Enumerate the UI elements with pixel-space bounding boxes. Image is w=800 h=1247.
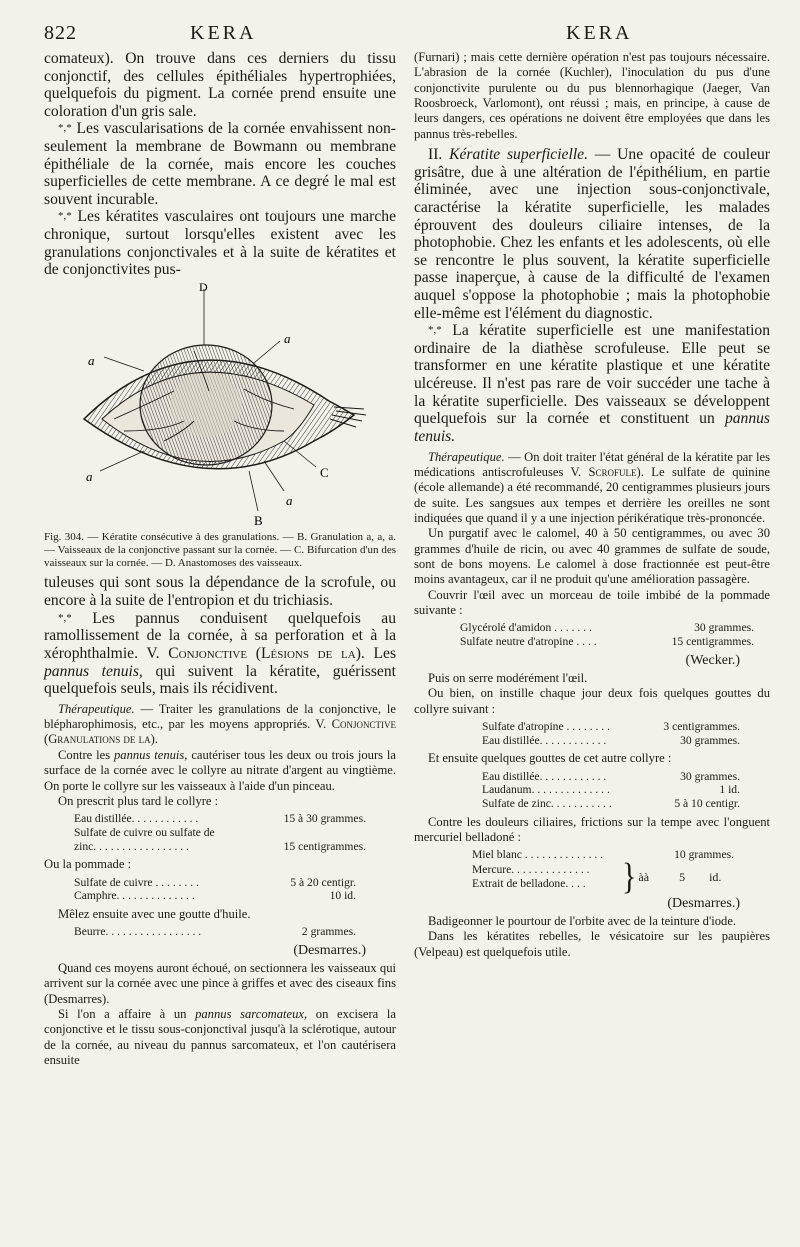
paragraph: On prescrit plus tard le collyre :: [58, 793, 219, 808]
paragraph-text: — On doit traiter l'état général de la kératite par les médications antiscrofuleuses V.: [414, 449, 770, 479]
right-column: [414, 50, 770, 960]
paragraph-text: Si l'on a affaire à un: [58, 1007, 187, 1022]
quantity: 2 grammes.: [301, 925, 356, 939]
prescription-list: [482, 770, 740, 811]
prescription-list: [460, 621, 754, 648]
equal-parts-mark: àà: [638, 869, 650, 884]
figure-label-b: B: [254, 512, 263, 528]
quantity: 30 grammes.: [680, 733, 740, 747]
paragraph: Couvrir l'œil avec un morceau de toile imbibé de la pommade suivante :: [414, 587, 770, 618]
paragraph-text: Les pannus conduisent quelquefois au ramollissement de la cornée, à sa perforation et à la xérophthalmie. V.: [44, 609, 396, 662]
prescription-list: [472, 848, 734, 862]
section-title: Kératite superficielle.: [449, 146, 588, 164]
figure-label-a: a: [286, 492, 293, 508]
quantity: 15 centigrammes.: [671, 635, 754, 649]
asterism: *,*: [428, 324, 442, 337]
figure-label-a: a: [88, 352, 95, 368]
paragraph-text: Le sulfate de quinine (école allemande) a été recommandé, 20 centigrammes plusieurs jours de suite. Les sangsues aux tempes et derrière les oreilles ne sont indiquées que quand il y a une injection périkératique très-prononcée.: [414, 464, 770, 525]
section-number: II.: [428, 146, 443, 164]
emphasis: pannus tenuis,: [113, 747, 188, 762]
paragraph: [44, 610, 396, 698]
ingredient: Extrait de belladone. . . .: [472, 877, 586, 890]
paragraph: (Furnari) ; mais cette dernière opération n'est pas toujours nécessaire. L'abrasion de la cornée (Kuchler), l'inoculation du pus d'une conjonctivite purulente ou du pus blennorhagique (Jaeger, Van Roosbroeck, Varlomont), ont réussi ; mais, en principe, à cause de leurs dangers, ces opérations ne doivent être employées que dans les pannus très-rebelles.: [414, 50, 770, 141]
paragraph: Ou bien, on instille chaque jour deux fois quelques gouttes du collyre suivant :: [414, 686, 770, 716]
ingredient: Sulfate de cuivre ou sulfate de: [74, 825, 215, 839]
ingredient: Sulfate neutre d'atropine . . . .: [460, 635, 597, 649]
paragraph: [414, 450, 770, 527]
eye-illustration: [44, 281, 396, 529]
asterism: *,*: [58, 611, 72, 624]
paragraph-text: qui suivent la kératite, guérissent quelquefois seuls, mais ils récidivent.: [44, 662, 396, 698]
paragraph-text: Contre les: [58, 747, 111, 762]
prescription-row: [472, 848, 734, 862]
paragraph-text: Les kératites vasculaires ont toujours une marche chronique, surtout lorsqu'elles existent avec les granulations conjonctivales et à la suite de kératites et de conjonctivites pus-: [44, 208, 396, 279]
paragraph: Un purgatif avec le calomel, 40 à 50 centigrammes, ou avec 30 grammes d'huile de ricin, ou avec 40 grammes de sulfate de soude, sont de bons moyens. Le calomel à dose fractionnée est peut-être moins avantageux, car il ne produit qu'une amélioration passagère.: [414, 526, 770, 587]
paragraph: [44, 702, 396, 748]
paragraph-text: La kératite superficielle est une manifestation ordinaire de la diathèse scrofuleuse. Elle peut se transformer en une kératite plastique et une kératite ulcéreuse. Il n'est pas rare de voir succéder une tache à la kératite superficielle. Des vaisseaux se développent quelquefois sur la cornée et constituent un: [414, 322, 770, 428]
ingredient: Eau distillée. . . . . . . . . . . .: [482, 733, 607, 747]
cross-reference: Scrofule).: [588, 464, 644, 479]
paragraph-text: Les: [373, 644, 397, 662]
author-attribution: (Wecker.): [685, 652, 740, 668]
author-attribution: (Desmarres.): [667, 896, 740, 911]
paragraph: Puis on serre modérément l'œil.: [428, 670, 588, 685]
paragraph: Contre les douleurs ciliaires, frictions sur la tempe avec l'onguent mercuriel belladoné :: [414, 814, 770, 844]
quantity: 3 centigrammes.: [663, 719, 740, 733]
paragraph-text: on excisera la conjonctive et le tissu sous-conjonctival jusqu'à la sclérotique, autour de la cornée, au niveau du pannus sarcomateux, et l'on cautérisera ensuite: [44, 1007, 396, 1068]
figure-caption: Fig. 304. — Kératite consécutive à des granulations. — B. Granulation a, a, a. — Vaisseaux de la conjonctive passant sur la cornée. — C. Bifurcation d'un des vaisseaux sur la cornée. — D. Anastomoses des vaisseaux.: [44, 530, 396, 570]
ingredient: Eau distillée. . . . . . . . . . . .: [482, 769, 607, 783]
ingredient: Camphre. . . . . . . . . . . . . .: [74, 889, 195, 903]
paragraph: [44, 208, 396, 278]
prescription-row: [74, 889, 356, 903]
brace-glyph: }: [622, 855, 637, 897]
paragraph-text: cautériser tous les deux ou trois jours la surface de la cornée avec le collyre au nitrate d'argent au vingtième. On porte le collyre sur les vaisseaux à l'aide d'un pinceau.: [44, 747, 396, 793]
prescription-row: [460, 635, 754, 649]
prescription-row: [74, 925, 356, 939]
paragraph: Mêlez ensuite avec une goutte d'huile.: [58, 906, 251, 921]
paragraph-text: Les vascularisations de la cornée envahissent non-seulement la membrane de Bowmann ou membrane épithéliale de la cornée, mais encore les couches superficielles de cette membrane. A ce degré le mal est souvent incurable.: [44, 120, 396, 208]
quantity: 30 grammes.: [694, 621, 754, 635]
ingredient: Sulfate de cuivre . . . . . . . .: [74, 875, 199, 889]
paragraph: [414, 322, 770, 445]
prescription-row: [74, 826, 366, 840]
paragraph: [44, 120, 396, 208]
ingredient: Mercure. . . . . . . . . . . . . .: [472, 863, 590, 877]
section-label: Thérapeutique.: [58, 701, 135, 716]
prescription-row: [482, 734, 740, 748]
emphasis: pannus tenuis,: [44, 662, 143, 680]
quantity: id.: [709, 869, 722, 884]
paragraph: [44, 748, 396, 794]
ingredient: zinc. . . . . . . . . . . . . . . . .: [74, 839, 189, 853]
prescription-row: [482, 720, 740, 734]
prescription-row: [460, 621, 754, 635]
paragraph: [414, 146, 770, 322]
emphasis: pannus tenuis.: [414, 410, 770, 445]
quantity: 15 centigrammes.: [283, 839, 366, 853]
ingredient: Eau distillée. . . . . . . . . . . .: [74, 812, 199, 826]
author-attribution: (Desmarres.): [293, 943, 366, 959]
paragraph: comateux). On trouve dans ces derniers du tissu conjonctif, des cellules épithéliales hypertrophiées, quelquefois du pigment. La cornée prend ensuite une coloration d'un gris sale.: [44, 50, 396, 120]
prescription-row: [482, 770, 740, 784]
prescription-row: [74, 876, 356, 890]
ingredient: Sulfate de zinc. . . . . . . . . . .: [482, 796, 612, 810]
paragraph-text: — Traiter les granulations de la conjonctive, le blépharophimosis, etc., par les moyens appropriés. V.: [44, 701, 396, 732]
ingredient: Sulfate d'atropine . . . . . . . .: [482, 719, 610, 733]
asterism: *,*: [58, 210, 72, 223]
paragraph: Badigeonner le pourtour de l'orbite avec de la teinture d'iode.: [428, 914, 737, 928]
paragraph: tuleuses qui sont sous la dépendance de la scrofule, ou encore à la suite de l'entropion et du trichiasis.: [44, 574, 396, 610]
running-head-left: KERA: [190, 22, 257, 44]
quantity: 30 grammes.: [680, 769, 740, 783]
quantity: 5: [679, 869, 686, 884]
paragraph: Et ensuite quelques gouttes de cet autre collyre :: [428, 751, 672, 766]
cross-reference: Conjonctive (Lésions de la).: [168, 644, 365, 662]
prescription-row: [482, 797, 740, 811]
asterism: *,*: [58, 122, 72, 135]
paragraph: [44, 1007, 396, 1068]
emphasis: pannus sarcomateux,: [195, 1007, 308, 1022]
quantity: 10 id.: [329, 889, 356, 903]
ingredient: Beurre. . . . . . . . . . . . . . . . .: [74, 925, 202, 939]
left-column: [44, 50, 396, 1069]
paragraph: Dans les kératites rebelles, le vésicatoire sur les paupières (Velpeau) est quelquefois utile.: [414, 929, 770, 959]
eye-engraving-figure: [44, 281, 396, 529]
quantity: 15 à 30 grammes.: [283, 812, 366, 826]
paragraph: Quand ces moyens auront échoué, on sectionnera les vaisseaux qui arrivent sur la cornée avec une pince à griffes et avec des ciseaux fins (Desmarres).: [44, 961, 396, 1006]
figure-label-a: a: [284, 330, 291, 346]
quantity: 5 à 20 centigr.: [290, 875, 356, 889]
prescription-row: [74, 812, 366, 826]
braced-ingredients: [472, 863, 620, 890]
paragraph-text: — Une opacité de couleur grisâtre, due à une altération de l'épithélium, en partie éliminée, avec une injection sous-conjonctivale, caractérise la kératite superficielle, les malades éprouvent des douleurs ciliaire intenses, de la photophobie. Chez les enfants et les adolescents, où elle se rencontre le plus souvent, la kératite superficielle passe inaperçue, à cause de la difficulté de l'examen auquel s'oppose la photophobie ; mais la photophobie elle-même est l'élément du diagnostic.: [414, 146, 770, 322]
page-number: 822: [44, 22, 77, 44]
ingredient: Glycérolé d'amidon . . . . . . .: [460, 621, 592, 635]
figure-label-d: D: [199, 280, 208, 294]
running-head-right: KERA: [566, 22, 633, 44]
prescription-list: [74, 925, 356, 939]
prescription-row: [482, 783, 740, 797]
figure-label-a: a: [86, 468, 93, 484]
quantity: 10 grammes.: [674, 848, 734, 862]
prescription-list: [482, 720, 740, 747]
paragraph: Ou la pommade :: [44, 857, 132, 872]
prescription-row: [74, 840, 366, 854]
quantity: 5 à 10 centigr.: [674, 796, 740, 810]
quantity: 1 id.: [719, 783, 740, 797]
ingredient: Miel blanc . . . . . . . . . . . . . .: [472, 848, 604, 862]
section-label: Thérapeutique.: [428, 449, 505, 464]
figure-label-c: C: [320, 464, 329, 480]
ingredient: Laudanum. . . . . . . . . . . . . .: [482, 783, 610, 797]
prescription-list: [74, 812, 366, 853]
cross-reference: Conjonctive (Granulations de la).: [44, 717, 396, 747]
prescription-list: [74, 876, 356, 903]
